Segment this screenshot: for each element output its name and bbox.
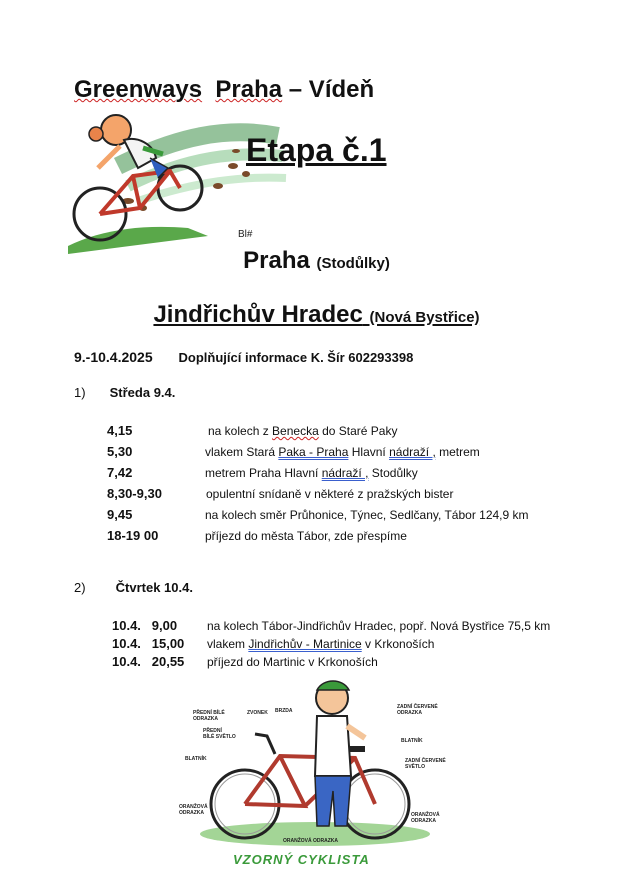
schedule-row <box>107 507 607 523</box>
svg-text:ZVONEK: ZVONEK <box>247 710 268 716</box>
svg-text:ORANŽOVÁ: ORANŽOVÁ <box>179 804 208 810</box>
day1-number: 1) <box>74 385 86 400</box>
day2-number: 2) <box>74 580 86 595</box>
row-time: 4,15 <box>107 423 133 438</box>
row-description: na kolech Tábor-Jindřichův Hradec, popř. Nová Bystřice 75,5 km <box>207 619 551 633</box>
row-description: příjezd do Martinic v Krkonoších <box>207 655 378 669</box>
row-time: 8,30-9,30 <box>107 486 162 501</box>
day2-label: Čtvrtek 10.4. <box>115 580 193 595</box>
title-word-praha: Praha <box>215 76 283 103</box>
date-range: 9.-10.4.2025 <box>74 349 153 365</box>
row-text: na kolech z <box>208 424 273 438</box>
row-time: 18-19 00 <box>107 528 159 543</box>
svg-text:BLATNÍK: BLATNÍK <box>401 738 423 744</box>
svg-text:PŘEDNÍ: PŘEDNÍ <box>203 728 222 734</box>
row-text: Stodůlky <box>368 466 418 480</box>
row-time: 10.4. 15,00 <box>112 636 185 651</box>
svg-text:ODRAZKA: ODRAZKA <box>397 710 422 716</box>
row-text: metrem Praha Hlavní <box>205 466 322 480</box>
schedule-row <box>107 444 607 460</box>
model-cyclist-illustration <box>175 676 455 876</box>
svg-text:ODRAZKA: ODRAZKA <box>193 716 218 722</box>
row-text: vlakem Stará <box>205 445 279 459</box>
row-text-flagged: nádraží , <box>389 445 436 459</box>
row-description <box>205 445 480 459</box>
end-city: Jindřichův Hradec <box>153 301 363 328</box>
cyclist-illustration-top <box>58 96 288 256</box>
day1-label: Středa 9.4. <box>109 385 176 400</box>
start-location <box>0 247 633 275</box>
schedule-row <box>112 654 612 670</box>
svg-text:ODRAZKA: ODRAZKA <box>411 818 436 824</box>
row-text: Hlavní <box>348 445 390 459</box>
date-line <box>74 349 413 365</box>
contact-info: Doplňující informace K. Šír 602293398 <box>178 350 414 365</box>
start-subtitle: (Stodůlky) <box>316 255 390 272</box>
signature-text: Bl# <box>238 229 253 240</box>
row-time: 5,30 <box>107 444 133 459</box>
row-description <box>208 424 397 438</box>
svg-text:SVĚTLO: SVĚTLO <box>405 764 426 770</box>
svg-text:ORANŽOVÁ ODRAZKA: ORANŽOVÁ ODRAZKA <box>283 838 338 844</box>
schedule-row <box>107 486 607 502</box>
svg-text:ZADNÍ ČERVENÉ: ZADNÍ ČERVENÉ <box>405 758 446 764</box>
svg-text:BÍLÉ SVĚTLO: BÍLÉ SVĚTLO <box>203 734 236 740</box>
schedule-row <box>107 528 607 544</box>
schedule-row <box>107 423 607 439</box>
schedule-row <box>112 618 612 634</box>
svg-text:ODRAZKA: ODRAZKA <box>179 810 204 816</box>
day1-header <box>74 385 175 400</box>
row-text: metrem <box>435 445 480 459</box>
day2-header <box>74 580 193 595</box>
svg-text:BLATNÍK: BLATNÍK <box>185 756 207 762</box>
row-description <box>205 466 418 480</box>
start-city: Praha <box>243 247 310 274</box>
end-location <box>0 301 633 329</box>
row-description <box>207 637 434 651</box>
row-description: na kolech směr Průhonice, Týnec, Sedlčany, Tábor 124,9 km <box>205 508 529 522</box>
row-text: v Krkonoších <box>361 637 435 651</box>
row-description: opulentní snídaně v některé z pražských bister <box>206 487 454 501</box>
row-text-flagged: nádraží , <box>321 466 369 480</box>
row-time: 10.4. 20,55 <box>112 654 185 669</box>
row-time: 10.4. 9,00 <box>112 618 178 633</box>
svg-text:ZADNÍ ČERVENÉ: ZADNÍ ČERVENÉ <box>397 704 438 710</box>
svg-text:BRZDA: BRZDA <box>275 708 293 714</box>
svg-text:PŘEDNÍ BÍLÉ: PŘEDNÍ BÍLÉ <box>193 710 225 716</box>
illustration-caption: VZORNÝ CYKLISTA <box>233 852 370 867</box>
row-time: 9,45 <box>107 507 133 522</box>
svg-text:ORANŽOVÁ: ORANŽOVÁ <box>411 812 440 818</box>
row-text-flagged: Jindřichův - Martinice <box>248 637 362 651</box>
row-text: do Staré Paky <box>318 424 398 438</box>
schedule-row <box>112 636 612 652</box>
row-text-flagged: Benecka <box>272 424 319 438</box>
schedule-row <box>107 465 607 481</box>
title-word-viden: – Vídeň <box>282 76 375 103</box>
row-description: příjezd do města Tábor, zde přespíme <box>205 529 407 543</box>
row-text-flagged: Paka - Praha <box>278 445 349 459</box>
stage-heading: Etapa č.1 <box>246 132 387 168</box>
end-subtitle: (Nová Bystřice) <box>369 309 480 326</box>
row-time: 7,42 <box>107 465 133 480</box>
title-word-greenways: Greenways <box>74 76 203 103</box>
row-text: vlakem <box>207 637 249 651</box>
